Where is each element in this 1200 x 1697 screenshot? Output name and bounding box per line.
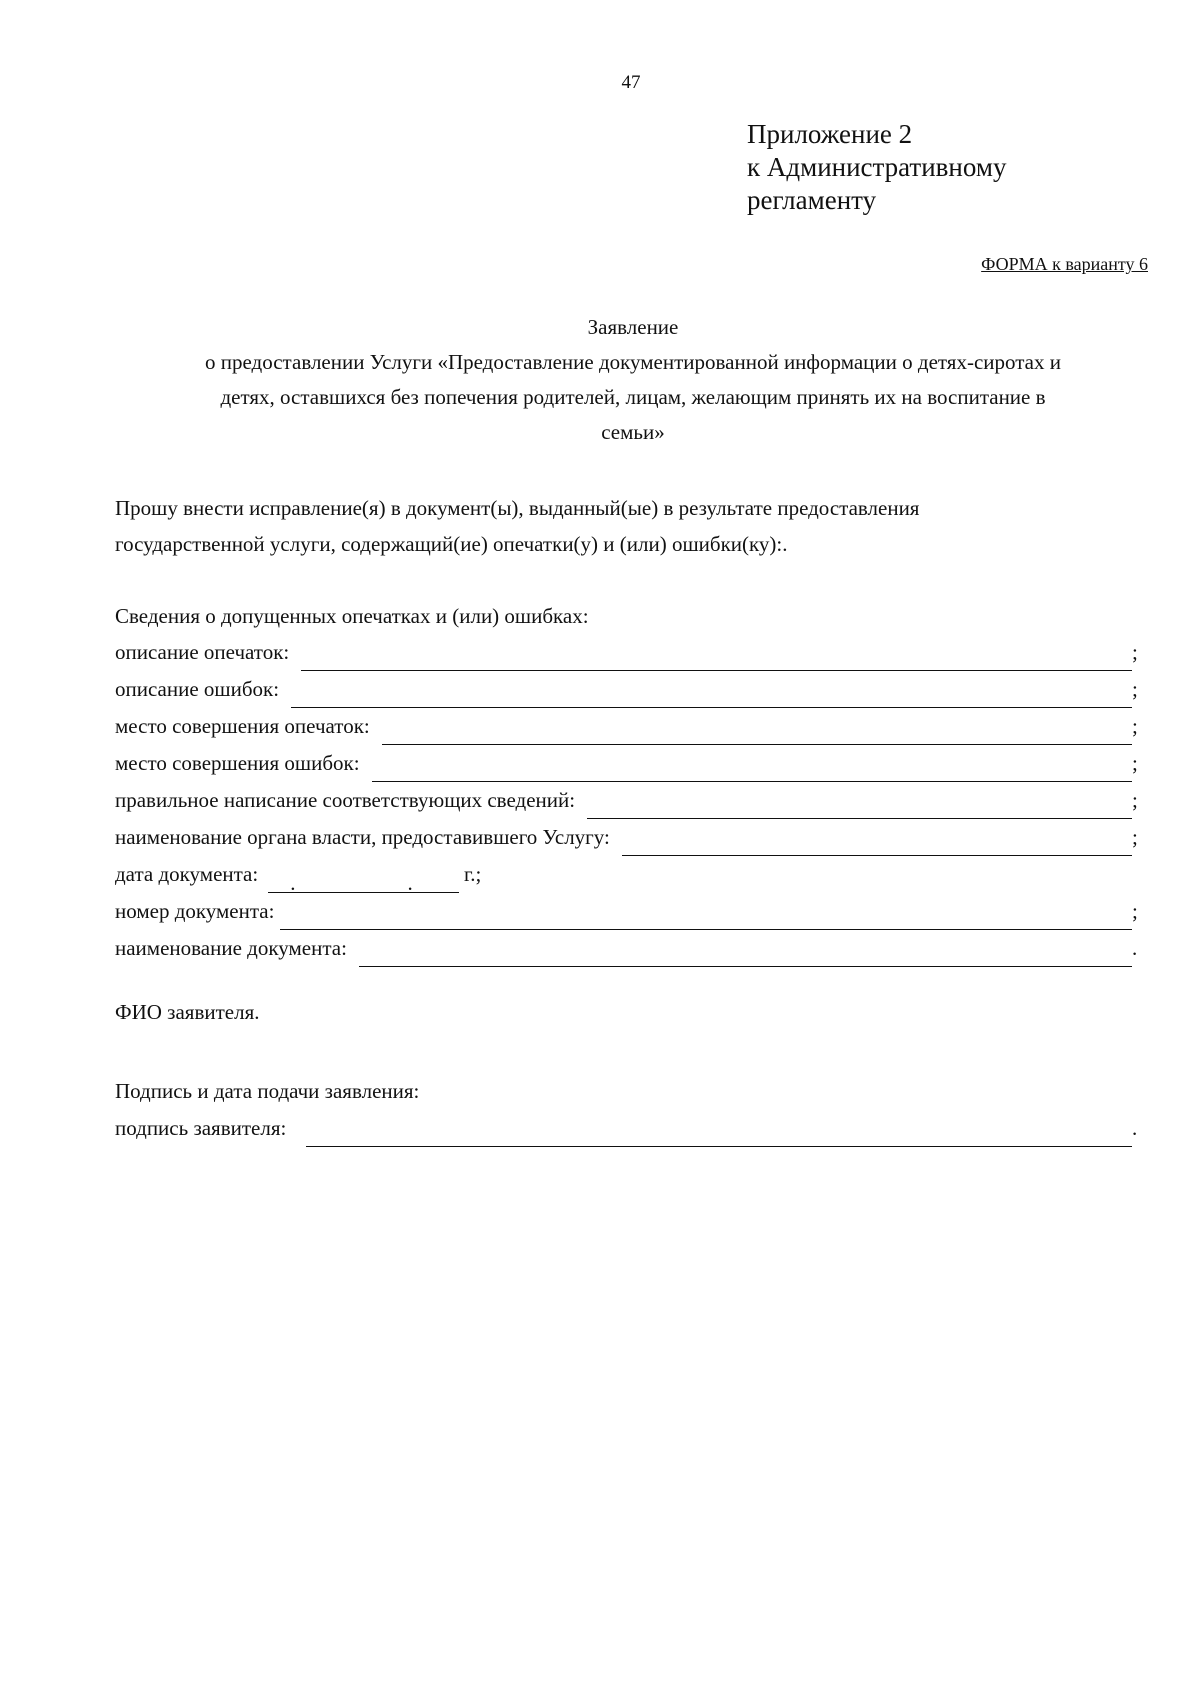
title-line: о предоставлении Услуги «Предоставление документированной информации о детях-сиротах и xyxy=(205,350,1061,374)
errors-section xyxy=(115,598,1140,967)
title-heading: Заявление xyxy=(587,315,679,339)
field-label: место совершения ошибок: xyxy=(115,751,360,775)
field-end: . xyxy=(1132,1116,1138,1140)
field-end: . xyxy=(1132,936,1138,960)
field-end: ; xyxy=(1132,899,1138,923)
document-number-input[interactable] xyxy=(280,901,1132,930)
field-label: описание ошибок: xyxy=(115,677,280,701)
field-label: правильное написание соответствующих сведений: xyxy=(115,788,576,812)
signature-heading: Подпись и дата подачи заявления: xyxy=(115,1079,420,1103)
field-label: наименование документа: xyxy=(115,936,347,960)
typo-description-input[interactable] xyxy=(301,642,1132,671)
document-name-input[interactable] xyxy=(359,938,1132,967)
field-end: ; xyxy=(1132,640,1138,664)
correct-spelling-input[interactable] xyxy=(587,790,1132,819)
document-title xyxy=(108,310,1158,450)
page-number: 47 xyxy=(621,72,641,93)
date-separator: . xyxy=(290,865,295,893)
annex-line: Приложение 2 xyxy=(747,119,913,149)
field-applicant-signature xyxy=(115,1110,1140,1147)
error-location-input[interactable] xyxy=(372,753,1132,782)
form-label: ФОРМА к варианту 6 xyxy=(981,254,1148,274)
field-label: место совершения опечаток: xyxy=(115,714,370,738)
annex-reference xyxy=(747,118,1006,217)
title-line: семьи» xyxy=(601,420,665,444)
field-error-location xyxy=(115,745,1140,782)
field-end: ; xyxy=(1132,714,1138,738)
field-document-name xyxy=(115,930,1140,967)
title-line: детях, оставшихся без попечения родителей, лицам, желающим принять их на воспитание в xyxy=(220,385,1046,409)
date-separator: . xyxy=(407,865,412,893)
typo-location-input[interactable] xyxy=(382,716,1132,745)
field-label: наименование органа власти, предоставившего Услугу: xyxy=(115,825,610,849)
field-typo-description xyxy=(115,634,1140,671)
field-correct-spelling xyxy=(115,782,1140,819)
field-end: ; xyxy=(1132,788,1138,812)
date-day-input[interactable] xyxy=(268,865,290,893)
field-label: номер документа: xyxy=(115,899,275,923)
date-suffix: г.; xyxy=(458,862,482,886)
field-document-date xyxy=(115,856,1140,893)
applicant-fio-label: ФИО заявителя. xyxy=(115,1000,260,1024)
field-error-description xyxy=(115,671,1140,708)
signature-section xyxy=(115,1073,1140,1147)
field-end: ; xyxy=(1132,751,1138,775)
field-typo-location xyxy=(115,708,1140,745)
field-document-number xyxy=(115,893,1140,930)
applicant-signature-input[interactable] xyxy=(306,1118,1132,1147)
date-year-input[interactable] xyxy=(413,865,459,893)
request-line: государственной услуги, содержащий(ие) опечатки(у) и (или) ошибки(ку):. xyxy=(115,532,788,556)
field-end: ; xyxy=(1132,825,1138,849)
field-label: подпись заявителя: xyxy=(115,1116,287,1140)
errors-section-heading: Сведения о допущенных опечатках и (или) ошибках: xyxy=(115,604,589,628)
error-description-input[interactable] xyxy=(291,679,1132,708)
authority-name-input[interactable] xyxy=(622,827,1132,856)
field-label: описание опечаток: xyxy=(115,640,290,664)
annex-line: к Административному xyxy=(747,152,1007,182)
request-line: Прошу внести исправление(я) в документ(ы), выданный(ые) в результате предоставления xyxy=(115,496,920,520)
field-end: ; xyxy=(1132,677,1138,701)
request-paragraph xyxy=(115,490,1135,562)
date-month-input[interactable] xyxy=(295,865,407,893)
field-authority-name xyxy=(115,819,1140,856)
field-label: дата документа: xyxy=(115,862,259,886)
annex-line: регламенту xyxy=(747,185,877,215)
